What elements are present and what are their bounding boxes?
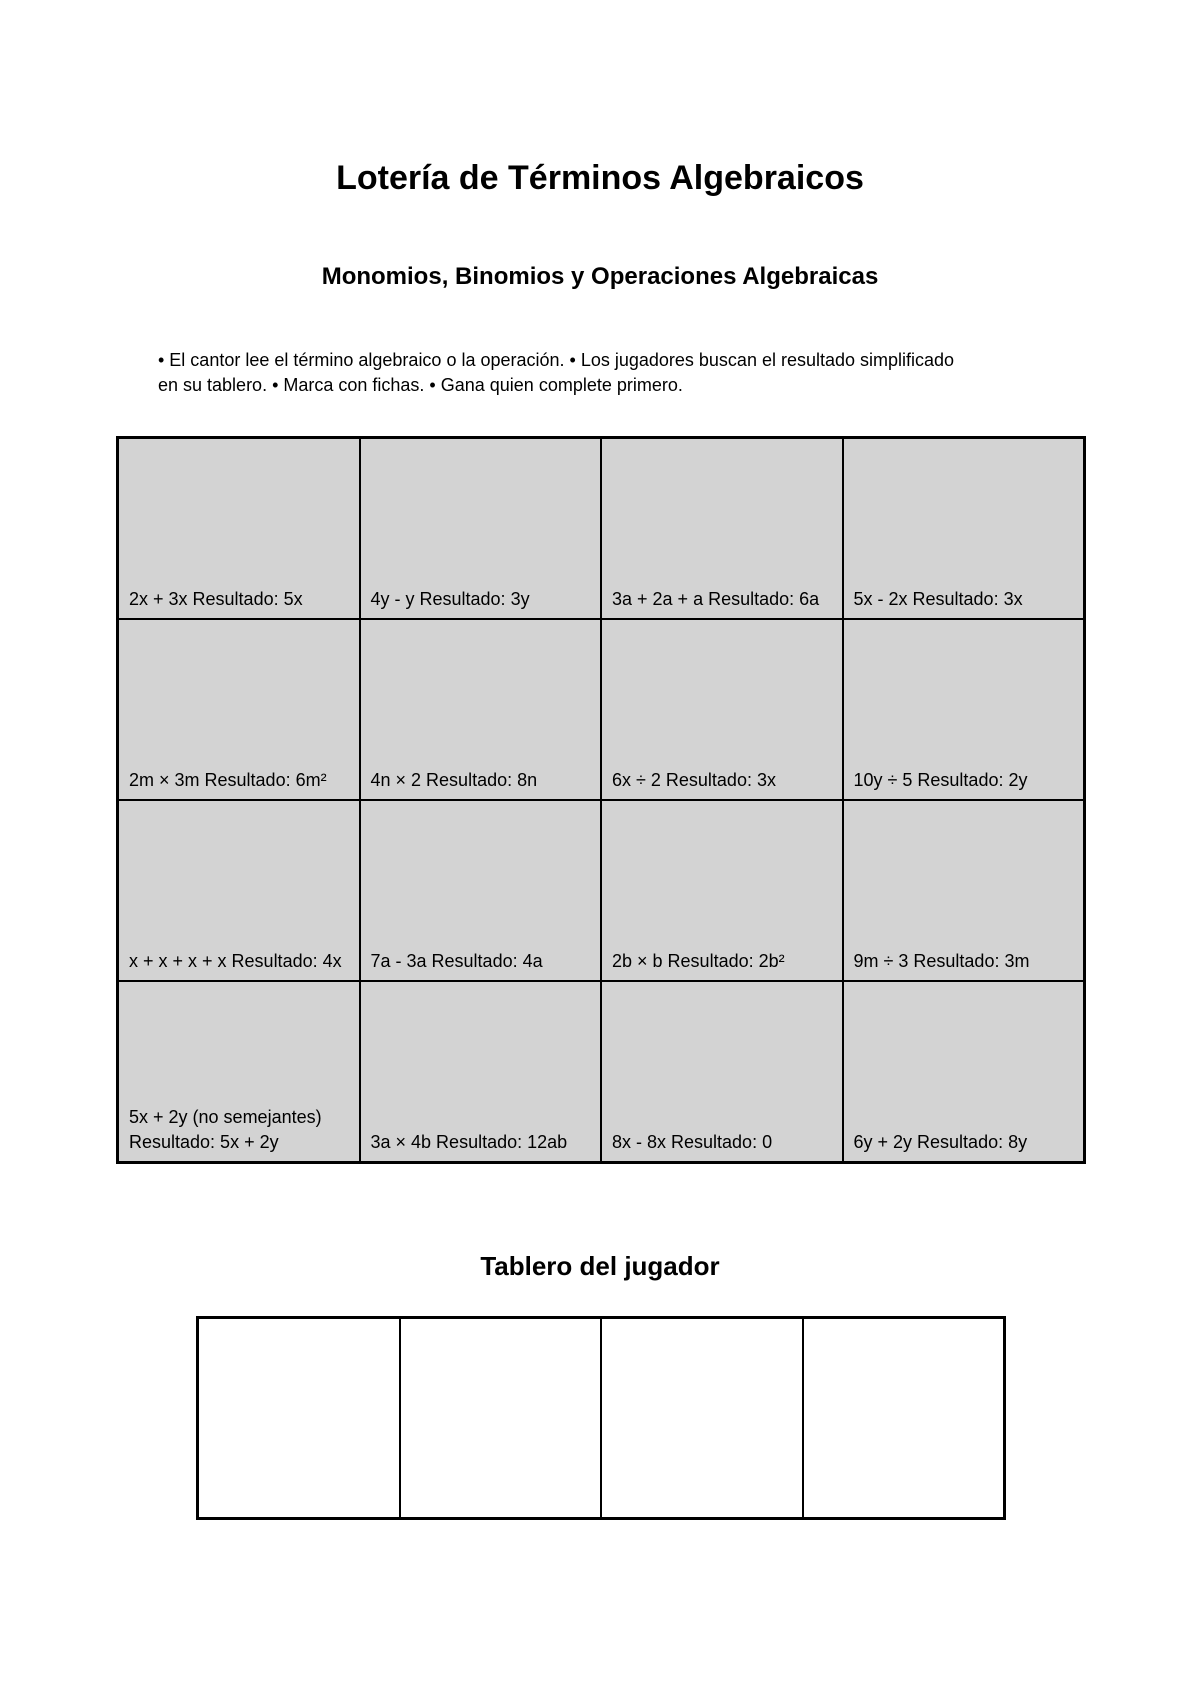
player-board-cell[interactable] <box>198 1318 400 1518</box>
caller-card-text: 2x + 3x Resultado: 5x <box>129 589 303 609</box>
caller-card-text: 9m ÷ 3 Resultado: 3m <box>853 951 1030 971</box>
caller-card-text: 8x - 8x Resultado: 0 <box>612 1132 773 1152</box>
player-board-cell[interactable] <box>601 1318 803 1518</box>
caller-card-text: 10y ÷ 5 Resultado: 2y <box>853 770 1028 790</box>
caller-card <box>360 438 602 619</box>
caller-card <box>118 800 360 981</box>
caller-cards-grid <box>116 436 1086 1164</box>
caller-card-text: 2b × b Resultado: 2b² <box>612 951 785 971</box>
player-board-title: Tablero del jugador <box>480 1251 720 1281</box>
caller-card <box>360 619 602 800</box>
caller-card-text: 6y + 2y Resultado: 8y <box>853 1132 1028 1152</box>
caller-card <box>843 619 1085 800</box>
caller-card <box>843 981 1085 1162</box>
player-board-cell[interactable] <box>400 1318 602 1518</box>
caller-card <box>118 619 360 800</box>
caller-card <box>843 438 1085 619</box>
caller-card <box>118 438 360 619</box>
caller-card <box>601 800 843 981</box>
caller-card <box>360 981 602 1162</box>
caller-card <box>360 800 602 981</box>
caller-card-text: 5x + 2y (no semejantes) Resultado: 5x + 2y <box>129 1107 322 1152</box>
caller-card <box>601 981 843 1162</box>
page-subtitle: Monomios, Binomios y Operaciones Algebraicas <box>321 263 879 290</box>
caller-card <box>601 438 843 619</box>
player-board-cell[interactable] <box>803 1318 1005 1518</box>
player-board <box>196 1316 1006 1520</box>
caller-card-text: 6x ÷ 2 Resultado: 3x <box>612 770 776 790</box>
caller-card <box>118 981 360 1162</box>
caller-card-text: 3a × 4b Resultado: 12ab <box>370 1132 568 1152</box>
caller-card-text: 4y - y Resultado: 3y <box>370 589 530 609</box>
caller-card-text: 5x - 2x Resultado: 3x <box>853 589 1023 609</box>
caller-card-text: 4n × 2 Resultado: 8n <box>370 770 538 790</box>
caller-card-text: 3a + 2a + a Resultado: 6a <box>612 589 820 609</box>
instructions-text: • El cantor lee el término algebraico o la operación. • Los jugadores buscan el resultado simplificado en su tablero. • Marca con fichas. • Gana quien complete primero. <box>158 350 955 395</box>
caller-card-text: 2m × 3m Resultado: 6m² <box>129 770 327 790</box>
caller-card-text: 7a - 3a Resultado: 4a <box>370 951 543 971</box>
caller-card <box>601 619 843 800</box>
caller-card <box>843 800 1085 981</box>
caller-card-text: x + x + x + x Resultado: 4x <box>129 951 342 971</box>
page-title: Lotería de Términos Algebraicos <box>336 159 864 197</box>
